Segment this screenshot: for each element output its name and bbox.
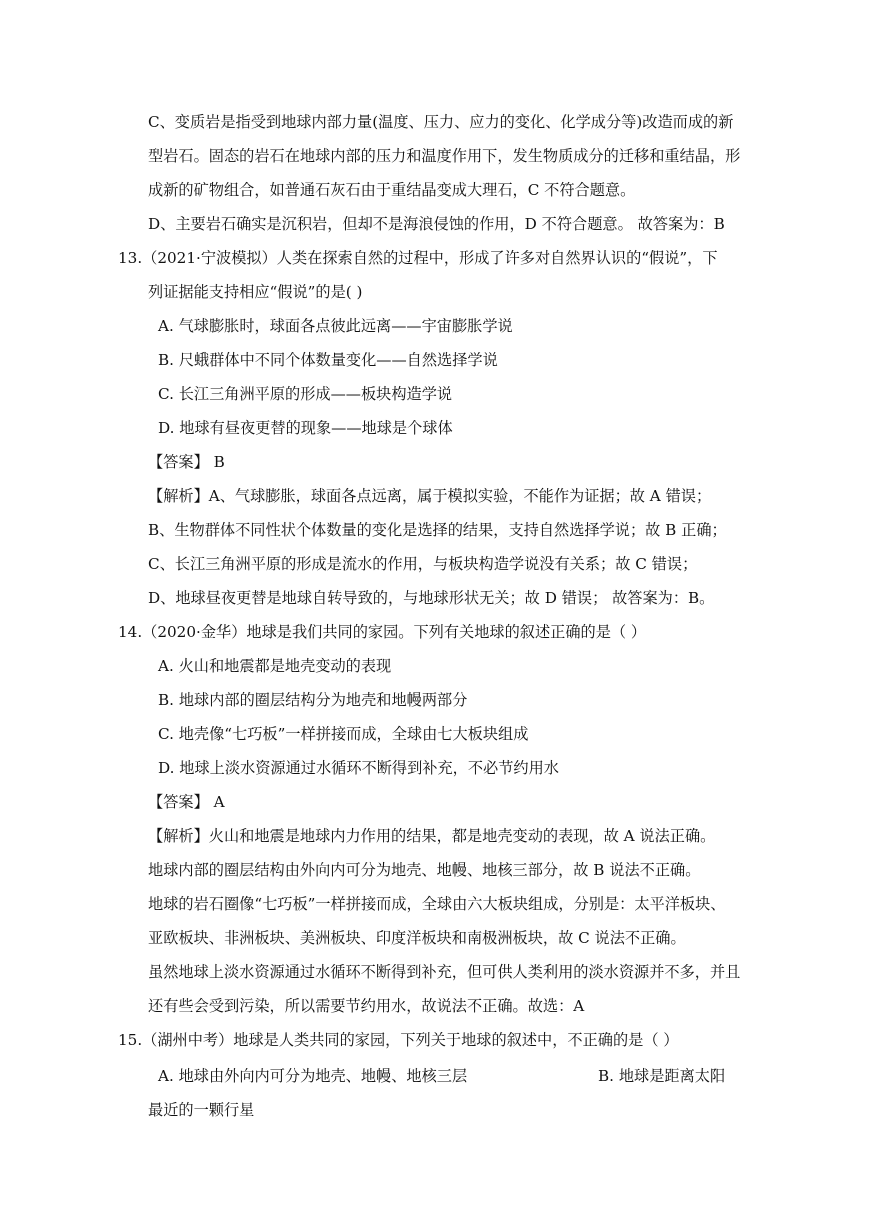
q13-answer: 【答案】 B [148, 453, 225, 471]
q13-explanation-line4: D、地球昼夜更替是地球自转导致的，与地球形状无关；故 D 错误； 故答案为：B。 [148, 589, 715, 607]
q14-explanation-line4: 亚欧板块、非洲板块、美洲板块、印度洋板块和南极洲板块，故 C 说法不正确。 [148, 929, 686, 947]
q15-option-b-part2: 最近的一颗行星 [148, 1101, 255, 1119]
q13-stem-line1: 13.（2021·宁波模拟）人类在探索自然的过程中，形成了许多对自然界认识的“假说”，下 [118, 249, 718, 267]
q14-explanation-line1: 【解析】火山和地震是地球内力作用的结果，都是地壳变动的表现，故 A 说法正确。 [148, 827, 716, 845]
q13-explanation-line1: 【解析】A、气球膨胀，球面各点远离，属于模拟实验，不能作为证据；故 A 错误； [148, 487, 712, 505]
q15-stem: 15.（湖州中考）地球是人类共同的家园，下列关于地球的叙述中，不正确的是（ ） [118, 1031, 679, 1049]
q13-explanation-line3: C、长江三角洲平原的形成是流水的作用，与板块构造学说没有关系；故 C 错误； [148, 555, 698, 573]
prev-option-c-line2: 型岩石。固态的岩石在地球内部的压力和温度作用下，发生物质成分的迁移和重结晶，形 [148, 147, 741, 165]
q14-option-a: A. 火山和地震都是地壳变动的表现 [158, 657, 392, 675]
prev-option-c-line1: C、变质岩是指受到地球内部力量(温度、压力、应力的变化、化学成分等)改造而成的新 [148, 113, 734, 131]
q15-option-a: A. 地球由外向内可分为地壳、地幔、地核三层 [158, 1067, 468, 1085]
q14-option-d: D. 地球上淡水资源通过水循环不断得到补充，不必节约用水 [158, 759, 559, 777]
q15-option-b-part1: B. 地球是距离太阳 [598, 1067, 726, 1085]
q13-option-a: A. 气球膨胀时，球面各点彼此远离——宇宙膨胀学说 [158, 317, 513, 335]
q14-explanation-line2: 地球内部的圈层结构由外向内可分为地壳、地幔、地核三部分，故 B 说法不正确。 [148, 861, 701, 879]
q13-explanation-line2: B、生物群体不同性状个体数量的变化是选择的结果，支持自然选择学说；故 B 正确； [148, 521, 727, 539]
q14-explanation-line5: 虽然地球上淡水资源通过水循环不断得到补充，但可供人类利用的淡水资源并不多，并且 [148, 963, 741, 981]
q13-option-c: C. 长江三角洲平原的形成——板块构造学说 [158, 385, 453, 403]
q14-option-b: B. 地球内部的圈层结构分为地壳和地幔两部分 [158, 691, 468, 709]
q13-option-b: B. 尺蛾群体中不同个体数量变化——自然选择学说 [158, 351, 498, 369]
q14-option-c: C. 地壳像“七巧板”一样拼接而成，全球由七大板块组成 [158, 725, 529, 743]
q14-stem: 14.（2020·金华）地球是我们共同的家园。下列有关地球的叙述正确的是（ ） [118, 623, 647, 641]
prev-option-c-line3: 成新的矿物组合，如普通石灰石由于重结晶变成大理石，C 不符合题意。 [148, 181, 636, 199]
q13-stem-line2: 列证据能支持相应“假说”的是( ) [148, 283, 363, 301]
prev-option-d: D、主要岩石确实是沉积岩，但却不是海浪侵蚀的作用，D 不符合题意。 故答案为：B [148, 215, 725, 233]
q14-explanation-line6: 还有些会受到污染，所以需要节约用水，故说法不正确。故选：A [148, 997, 585, 1015]
q14-answer: 【答案】 A [148, 793, 225, 811]
q13-option-d: D. 地球有昼夜更替的现象——地球是个球体 [158, 419, 453, 437]
q14-explanation-line3: 地球的岩石圈像“七巧板”一样拼接而成，全球由六大板块组成，分别是：太平洋板块、 [148, 895, 726, 913]
